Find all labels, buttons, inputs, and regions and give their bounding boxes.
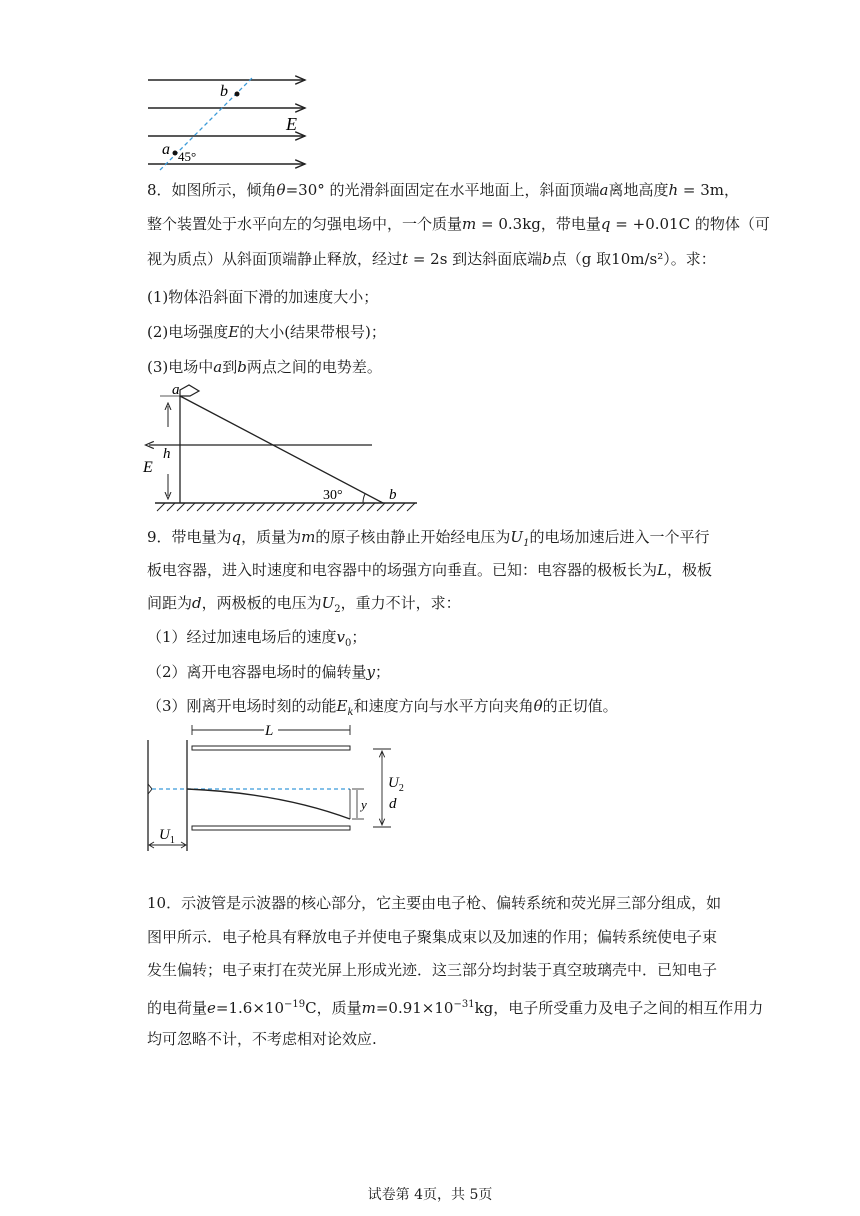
incline-figure — [135, 382, 425, 517]
label-E: E — [143, 459, 153, 476]
page-footer: 试卷第 4页，共 5页 — [367, 1187, 493, 1203]
label-a: a — [172, 382, 180, 398]
point-a — [173, 151, 178, 156]
point-b — [235, 92, 240, 97]
q9-line-1: 9．带电量为q，质量为m的原子核由静止开始经电压为$U_1$的电场加速后进入一个平行 — [147, 528, 710, 549]
q10-line-3: 发生偏转；电子束打在荧光屏上形成光迹．这三部分均封装于真空玻璃壳中．已知电子 — [147, 961, 718, 979]
q8-sub-2: (2)电场强度E的大小(结果带根号)； — [147, 323, 386, 341]
label-h: h — [163, 446, 171, 462]
incline-slope — [180, 396, 383, 503]
block — [180, 385, 199, 396]
q8-line-3: 视为质点）从斜面顶端静止释放，经过t = 2s 到达斜面底端b点（g 取10m/s²）。求： — [147, 250, 716, 268]
capacitor-plate-bottom — [192, 826, 350, 830]
q9-sub-1: （1）经过加速电场后的速度$v_0$； — [147, 628, 367, 649]
q10-line-1: 10．示波管是示波器的核心部分，它主要由电子枪、偏转系统和荧光屏三部分组成，如 — [147, 894, 722, 912]
field-lines-figure — [140, 70, 340, 180]
q10-line-5: 均可忽略不计，不考虑相对论效应. — [147, 1030, 377, 1048]
label-y: y — [361, 797, 367, 812]
capacitor-plate-top — [192, 746, 350, 750]
label-E: E — [286, 114, 297, 134]
label-U2: $U_2$ — [388, 775, 404, 794]
label-a: a — [162, 141, 170, 158]
deflection-trajectory — [187, 789, 350, 819]
label-b: b — [389, 487, 397, 503]
q8-line-2: 整个装置处于水平向左的匀强电场中，一个质量m = 0.3kg，带电量q = +0.01C 的物体（可 — [147, 215, 770, 233]
angle-arc-30 — [363, 494, 365, 503]
q9-line-2: 板电容器，进入时速度和电容器中的场强方向垂直。已知：电容器的极板长为L，极板 — [147, 561, 712, 579]
capacitor-figure — [140, 718, 420, 853]
label-angle-30: 30° — [323, 488, 343, 503]
q10-line-4: 的电荷量$e=1.6\times 10^{-19}C$，质量$m=0.91\times 10^{-31}kg$，电子所受重力及电子之间的相互作用力 — [147, 999, 764, 1017]
q9-line-3: 间距为d，两极板的电压为$U_2$，重力不计，求： — [147, 594, 461, 615]
q8-sub-3: (3)电场中a到b两点之间的电势差。 — [147, 358, 382, 376]
ground-hatching — [157, 503, 415, 511]
label-U1: $U_1$ — [159, 827, 175, 846]
q8-line-1: 8．如图所示，倾角θ=30° 的光滑斜面固定在水平地面上，斜面顶端a离地高度h = 3m， — [147, 181, 740, 199]
q9-sub-2: （2）离开电容器电场时的偏转量y； — [147, 663, 391, 681]
q9-sub-3: （3）刚离开电场时刻的动能$E_k$和速度方向与水平方向夹角θ的正切值。 — [147, 697, 618, 718]
q10-line-2: 图甲所示．电子枪具有释放电子并使电子聚集成束以及加速的作用；偏转系统使电子束 — [147, 928, 718, 946]
label-angle-45: 45° — [178, 149, 197, 164]
dashed-segment-ab — [160, 78, 252, 170]
label-d: d — [389, 796, 397, 812]
q8-sub-1: (1)物体沿斜面下滑的加速度大小； — [147, 288, 379, 306]
label-b: b — [220, 83, 228, 100]
label-L: L — [265, 723, 274, 739]
